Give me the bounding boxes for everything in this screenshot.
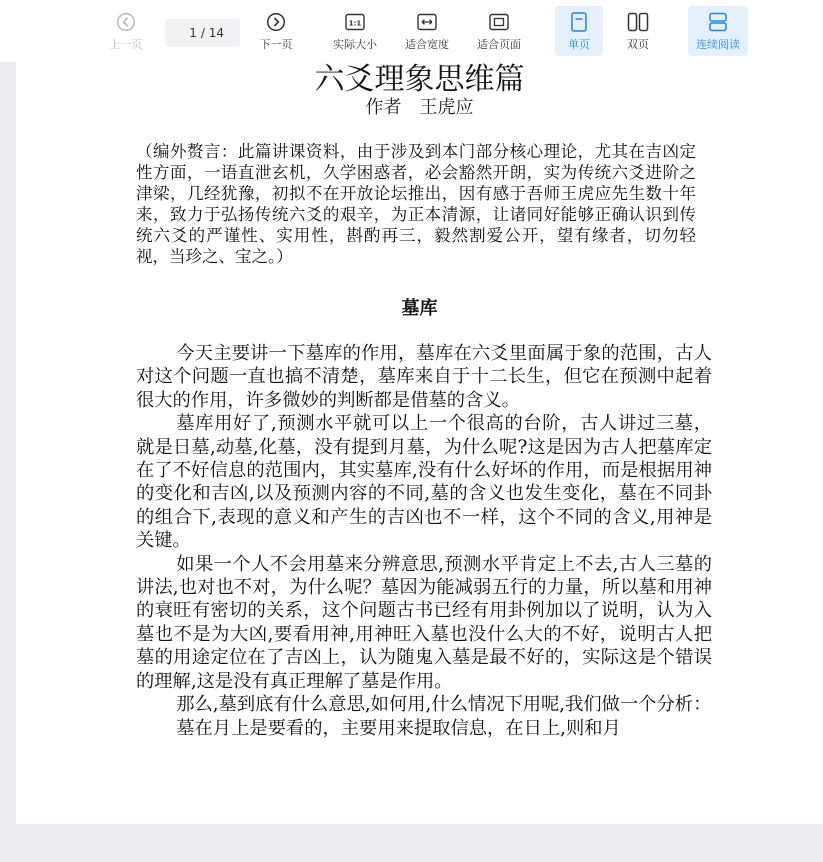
chevron-right-circle-icon bbox=[265, 11, 287, 33]
actual-size-button[interactable] bbox=[326, 6, 384, 56]
fit-page-button[interactable] bbox=[470, 6, 528, 56]
body-paragraph: 今天主要讲一下墓库的作用，墓库在六爻里面属于象的范围，古人对这个问题一直也搞不清楚，墓库来自于十二长生，但它在预测中起着很大的作用，许多微妙的判断都是借墓的含义。 bbox=[136, 343, 712, 411]
page-number-input[interactable] bbox=[181, 26, 197, 40]
svg-text:1:1: 1:1 bbox=[348, 19, 362, 28]
fit-width-button[interactable] bbox=[398, 6, 456, 56]
next-page-label: 下一页 bbox=[259, 38, 293, 51]
fit-page-icon bbox=[488, 11, 510, 33]
document-author: 作者 王虎应 bbox=[365, 97, 474, 118]
fit-page-label: 适合页面 bbox=[477, 38, 521, 51]
viewer-margin bbox=[0, 62, 16, 824]
prev-page-label: 上一页 bbox=[109, 38, 143, 51]
actual-size-label: 实际大小 bbox=[333, 38, 377, 51]
fit-width-icon bbox=[416, 11, 438, 33]
single-page-label: 单页 bbox=[568, 38, 590, 51]
editor-preface: （编外赘言：此篇讲课资料，由于涉及到本门部分核心理论，尤其在吉凶定性方面，一语直泄玄机，久学困惑者，必会豁然开朗，实为传统六爻进阶之津梁，几经犹豫，初拟不在开放论坛推出，因有感于吾师王虎应先生数十年来，致力于弘扬传统六爻的艰辛，为正本清源，让诸同好能够正确认识到传统六爻的严谨性、实用性，斟酌再三，毅然割爱公开，望有缘者，切勿轻视，当珍之、宝之。） bbox=[136, 142, 696, 266]
next-page-button[interactable] bbox=[252, 6, 300, 56]
document-title: 六爻理象思维篇 bbox=[314, 62, 525, 97]
single-page-button[interactable] bbox=[555, 6, 603, 56]
viewer-bottom-area bbox=[0, 824, 823, 862]
continuous-reading-icon bbox=[707, 11, 729, 33]
section-title: 墓库 bbox=[401, 298, 438, 319]
body-paragraph: 墓在月上是要看的，主要用来提取信息，在日上,则和月 bbox=[176, 717, 621, 739]
actual-size-icon bbox=[344, 11, 366, 33]
body-paragraph: 那么,墓到底有什么意思,如何用,什么情况下用呢,我们做一个分析： bbox=[176, 694, 712, 716]
continuous-reading-label: 连续阅读 bbox=[696, 38, 740, 51]
double-page-icon bbox=[627, 11, 649, 33]
double-page-label: 双页 bbox=[627, 38, 649, 51]
page-indicator bbox=[165, 19, 240, 47]
body-paragraph: 如果一个人不会用墓来分辨意思,预测水平肯定上不去,古人三墓的讲法,也对也不对，为什么呢？墓因为能减弱五行的力量，所以墓和用神的衰旺有密切的关系，这个问题古书已经有用卦例加以了说明，认为入墓也不是为大凶,要看用神,用神旺入墓也没什么大的不好，说明古人把墓的用途定位在了吉凶上，认为随鬼入墓是最不好的，实际这是个错误的理解,这是没有真正理解了墓是作用。 bbox=[136, 553, 712, 692]
page-total: / 14 bbox=[200, 26, 225, 40]
single-page-icon bbox=[568, 11, 590, 33]
body-paragraph: 墓库用好了,预测水平就可以上一个很高的台阶，古人讲过三墓，就是日墓,动墓,化墓，没有提到月墓，为什么呢?这是因为古人把墓库定在了不好信息的范围内，其实墓库,没有什么好坏的作用，而是根据用神的变化和吉凶,以及预测内容的不同,墓的含义也发生变化，墓在不同卦的组合下,表现的意义和产生的吉凶也不一样，这个不同的含义,用神是关键。 bbox=[136, 413, 712, 552]
fit-width-label: 适合宽度 bbox=[405, 38, 449, 51]
double-page-button[interactable] bbox=[614, 6, 662, 56]
prev-page-button[interactable] bbox=[102, 6, 150, 56]
reader-toolbar bbox=[0, 0, 823, 63]
continuous-reading-button[interactable] bbox=[688, 6, 748, 56]
chevron-left-circle-icon bbox=[115, 11, 137, 33]
document-body bbox=[136, 342, 712, 740]
document-page[interactable] bbox=[16, 62, 823, 824]
